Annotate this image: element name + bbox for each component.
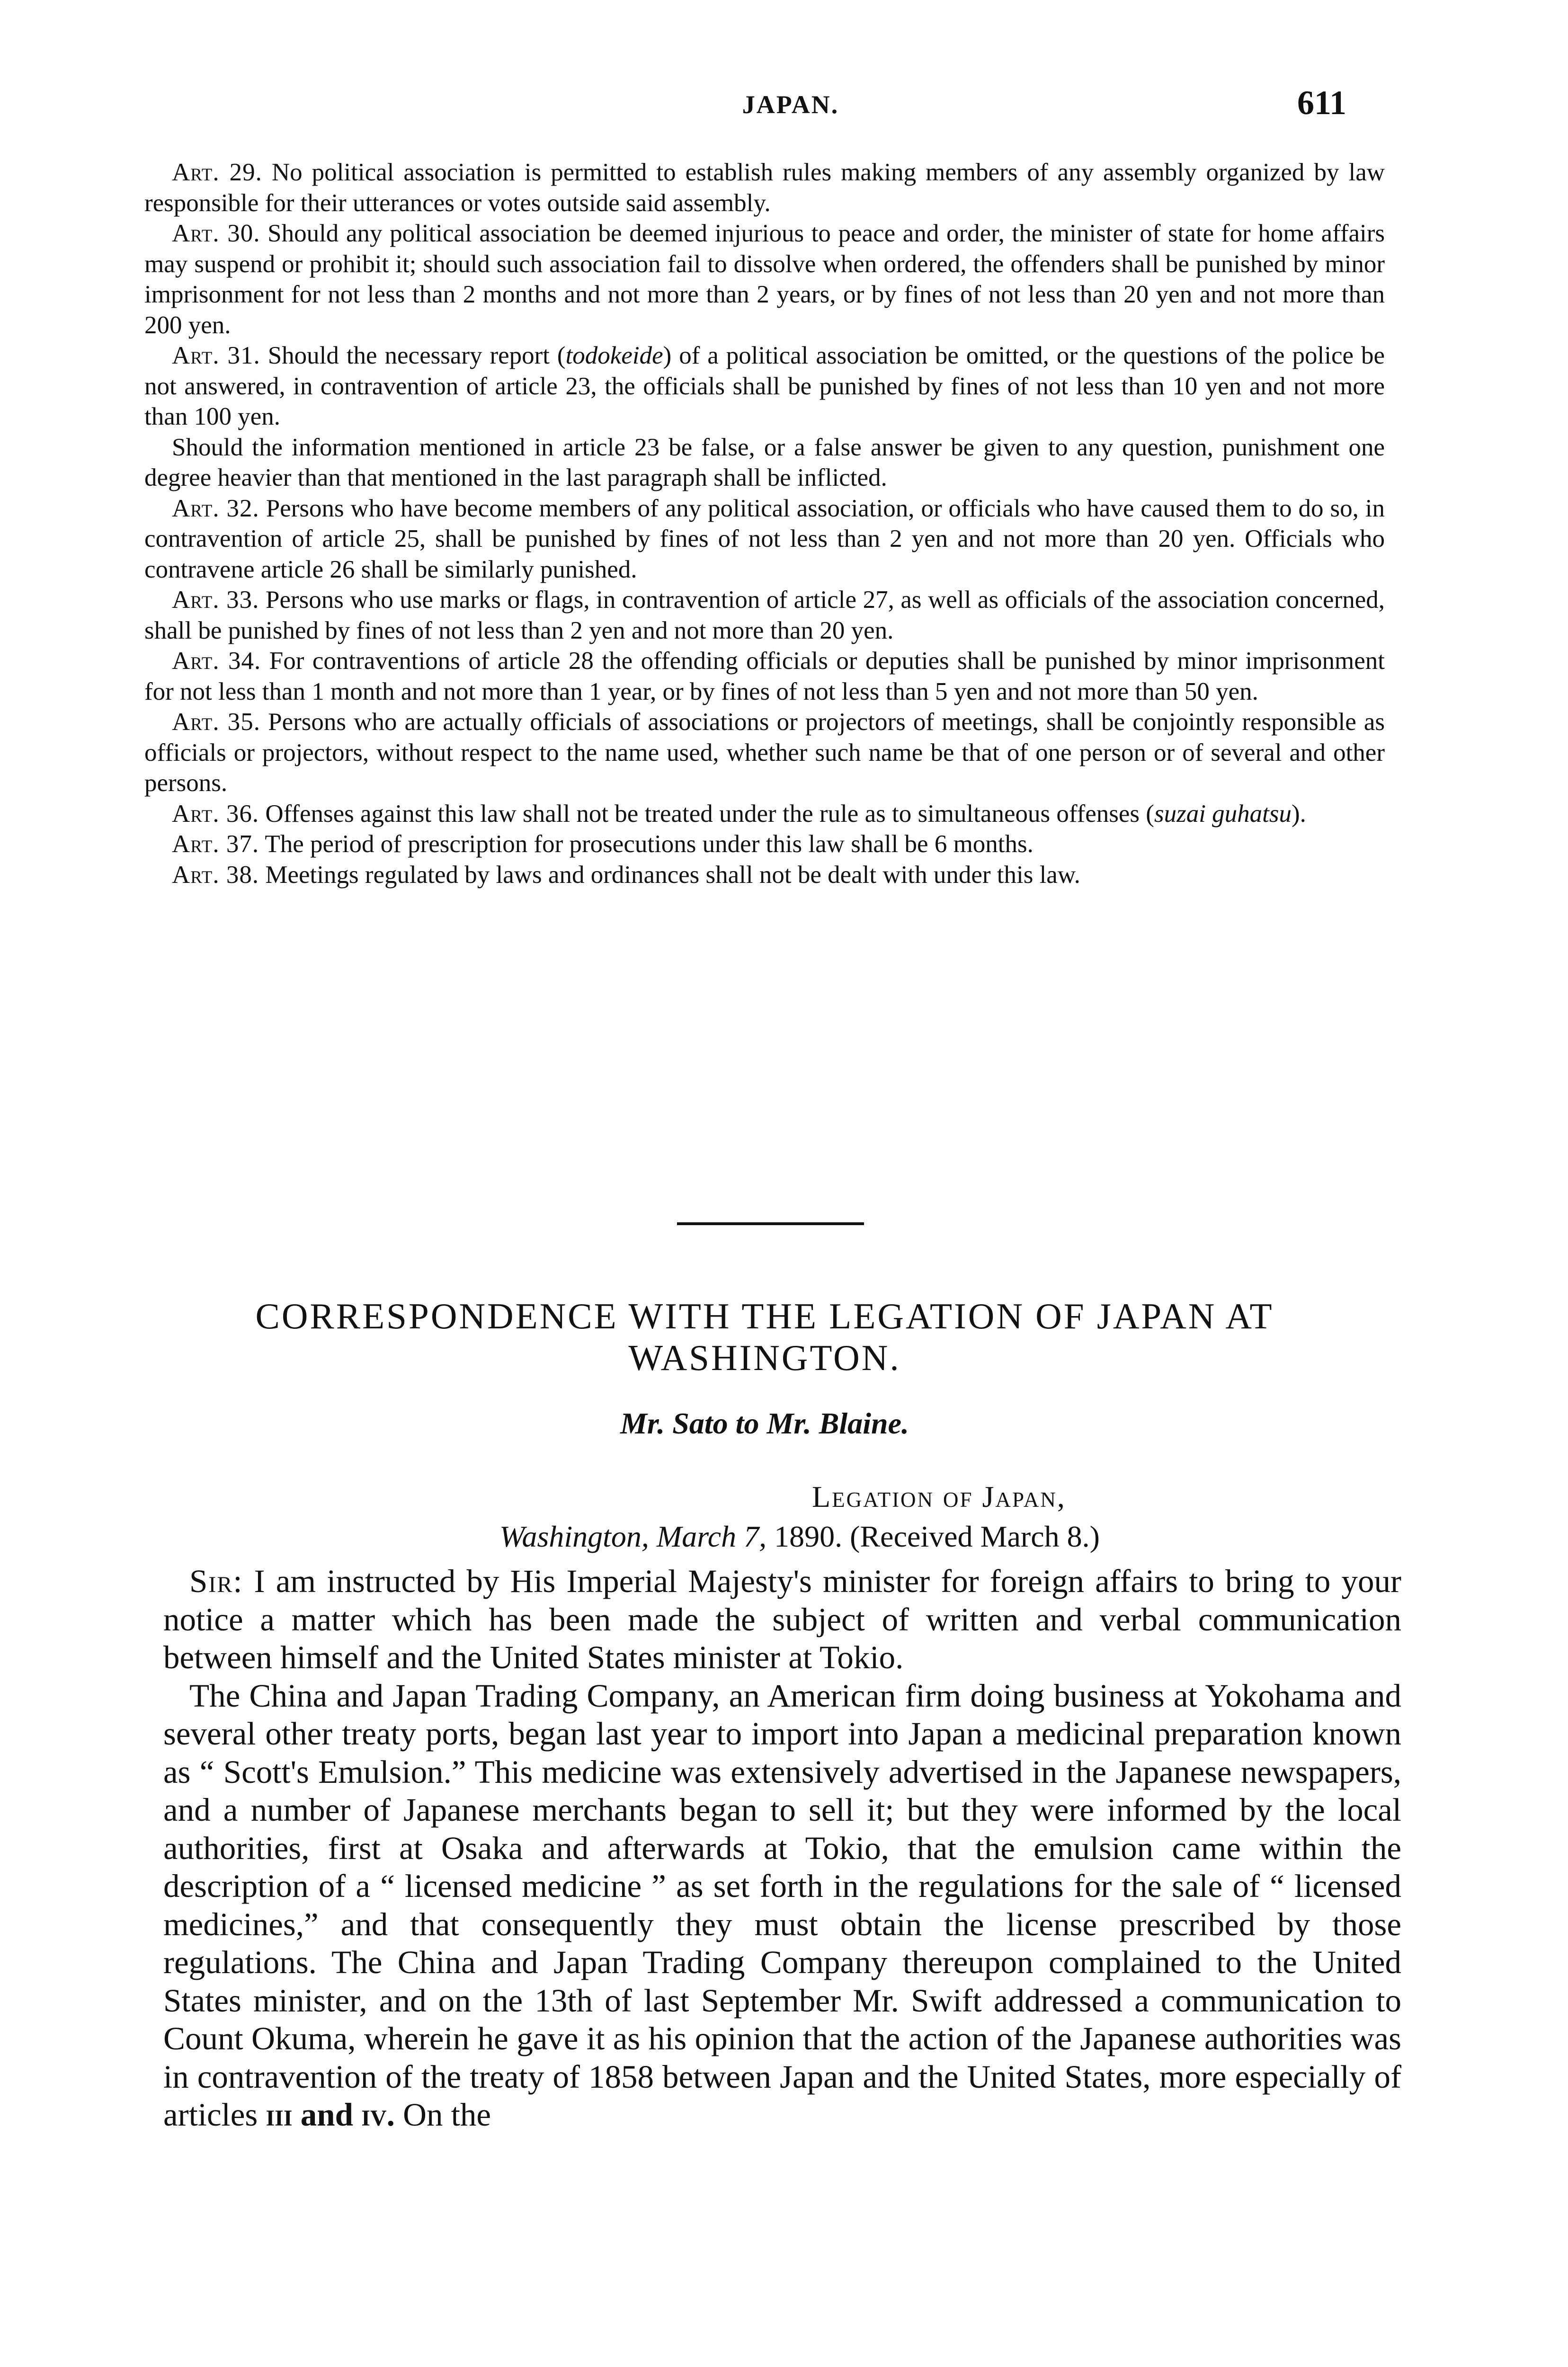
article-36 xyxy=(144,799,1385,829)
article-text: Should the necessary report ( xyxy=(267,342,566,369)
article-label: Art. 33. xyxy=(172,586,259,614)
article-text: For contraventions of article 28 the offending officials or deputies shall be punished by minor imprisonment for not less than 1 month and not more than 1 year, or by fines of not less than 5 yen and not more than 50 yen. xyxy=(144,647,1385,705)
article-text: Persons who use marks or flags, in contravention of article 27, as well as officials of the association concerned, shall be punished by fines of not less than 2 yen and not more than 20 yen. xyxy=(144,586,1385,644)
letter-body xyxy=(163,1562,1401,2134)
section-heading xyxy=(144,1295,1385,1379)
trailing-text: On the xyxy=(403,2097,491,2133)
article-label: Art. 36. xyxy=(172,800,259,828)
article-label: Art. 37. xyxy=(172,830,259,858)
article-label: Art. 30. xyxy=(172,220,260,247)
article-35 xyxy=(144,707,1385,799)
article-34 xyxy=(144,646,1385,707)
article-30 xyxy=(144,218,1385,340)
received-note: (Received March 8.) xyxy=(850,1520,1100,1553)
article-29 xyxy=(144,157,1385,218)
article-text: The period of prescription for prosecutions under this law shall be 6 months. xyxy=(265,830,1033,858)
article-text: ). xyxy=(1292,800,1306,828)
salutation: Sir: xyxy=(189,1563,243,1599)
running-header xyxy=(0,84,1568,133)
letter-paragraph xyxy=(163,1562,1401,1677)
article-reference: iii xyxy=(266,2097,293,2133)
article-text: ) of a political association be omitted, or the questions of the police be not answered, in contravention of article 23, the officials shall be punished by fines of not less than 10 yen and not more than 100 yen. xyxy=(144,342,1385,430)
article-label: Art. 38. xyxy=(172,861,259,889)
article-text: Should the information mentioned in article 23 be false, or a false answer be given to any question, punishment one degree heavier than that mentioned in the last paragraph shall be inflicted. xyxy=(144,433,1385,491)
article-italic-term: suzai guhatsu xyxy=(1154,800,1292,828)
date-line xyxy=(144,1517,1382,1557)
section-heading-line: WASHINGTON. xyxy=(628,1337,901,1378)
article-31 xyxy=(144,340,1385,432)
letter-dateline xyxy=(144,1477,1382,1557)
article-text: Persons who have become members of any political association, or officials who have caused them to do so, in contravention of article 25, shall be punished by fines of not less than 2 yen and not more than 20 yen. Officials who contravene article 26 shall be similarly punished. xyxy=(144,494,1385,583)
article-reference: iv. xyxy=(361,2097,395,2133)
paragraph-text: The China and Japan Trading Company, an American firm doing business at Yokohama and several other treaty ports, began last year to import into Japan a medicinal preparation known as “ Scott's Emulsion.” This medicine was extensively advertised in the Japanese newspapers, and a number of Japanese merchants began to sell it; but they were informed by the local authorities, first at Osaka and afterwards at Tokio, that the emulsion came within the description of a “ licensed medicine ” as set forth in the regulations for the sale of “ licensed medicines,” and that consequently they must obtain the license prescribed by those regulations. The China and Japan Trading Company thereupon complained to the United States minister, and on the 13th of last September Mr. Swift addressed a communication to Count Okuma, wherein he gave it as his opinion that the action of the Japanese authorities was in contravention of the treaty of 1858 between Japan and the United States, more especially of articles xyxy=(163,1677,1401,2133)
page-number: 611 xyxy=(1297,84,1347,122)
letter-heading: Mr. Sato to Mr. Blaine. xyxy=(620,1406,909,1440)
article-label: Art. 34. xyxy=(172,647,261,675)
section-heading-line: CORRESPONDENCE WITH THE LEGATION OF JAPAN AT xyxy=(255,1296,1274,1336)
article-text: No political association is permitted to establish rules making members of any assembly organized by law responsible for their utterances or votes outside said assembly. xyxy=(144,159,1385,217)
article-38 xyxy=(144,860,1385,890)
law-articles xyxy=(144,157,1385,890)
article-italic-term: todokeide xyxy=(565,342,663,369)
legation-line: Legation of Japan, xyxy=(812,1480,1066,1513)
article-33 xyxy=(144,585,1385,646)
paragraph-text: I am instructed by His Imperial Majesty's minister for foreign affairs to bring to your notice a matter which has been made the subject of written and verbal communication between himself and the United States minister at Tokio. xyxy=(163,1563,1402,1675)
article-label: Art. 29. xyxy=(172,159,262,186)
article-label: Art. 35. xyxy=(172,708,260,736)
conjunction: and xyxy=(300,2097,354,2133)
article-text: Persons who are actually officials of associations or projectors of meetings, shall be conjointly responsible as officials or projectors, without respect to the name used, whether such name be that of one person or of several and other persons. xyxy=(144,708,1385,797)
date-year: 1890. xyxy=(774,1520,843,1553)
place-date: Washington, March 7, xyxy=(499,1520,767,1553)
letter-paragraph xyxy=(163,1677,1401,2134)
article-37 xyxy=(144,829,1385,860)
article-31-paragraph xyxy=(144,432,1385,493)
article-32 xyxy=(144,493,1385,585)
section-divider xyxy=(677,1222,864,1225)
article-text: Should any political association be deemed injurious to peace and order, the minister of state for home affairs may suspend or prohibit it; should such association fail to dissolve when ordered, the offenders shall be punished by minor imprisonment for not less than 2 months and not more than 2 years, or by fines of not less than 20 yen and not more than 200 yen. xyxy=(144,220,1385,339)
article-label: Art. 31. xyxy=(172,342,260,369)
article-text: Meetings regulated by laws and ordinances shall not be dealt with under this law. xyxy=(265,861,1080,889)
article-text: Offenses against this law shall not be treated under the rule as to simultaneous offenses ( xyxy=(265,800,1154,828)
running-title: JAPAN. xyxy=(742,90,839,119)
article-label: Art. 32. xyxy=(172,494,259,522)
